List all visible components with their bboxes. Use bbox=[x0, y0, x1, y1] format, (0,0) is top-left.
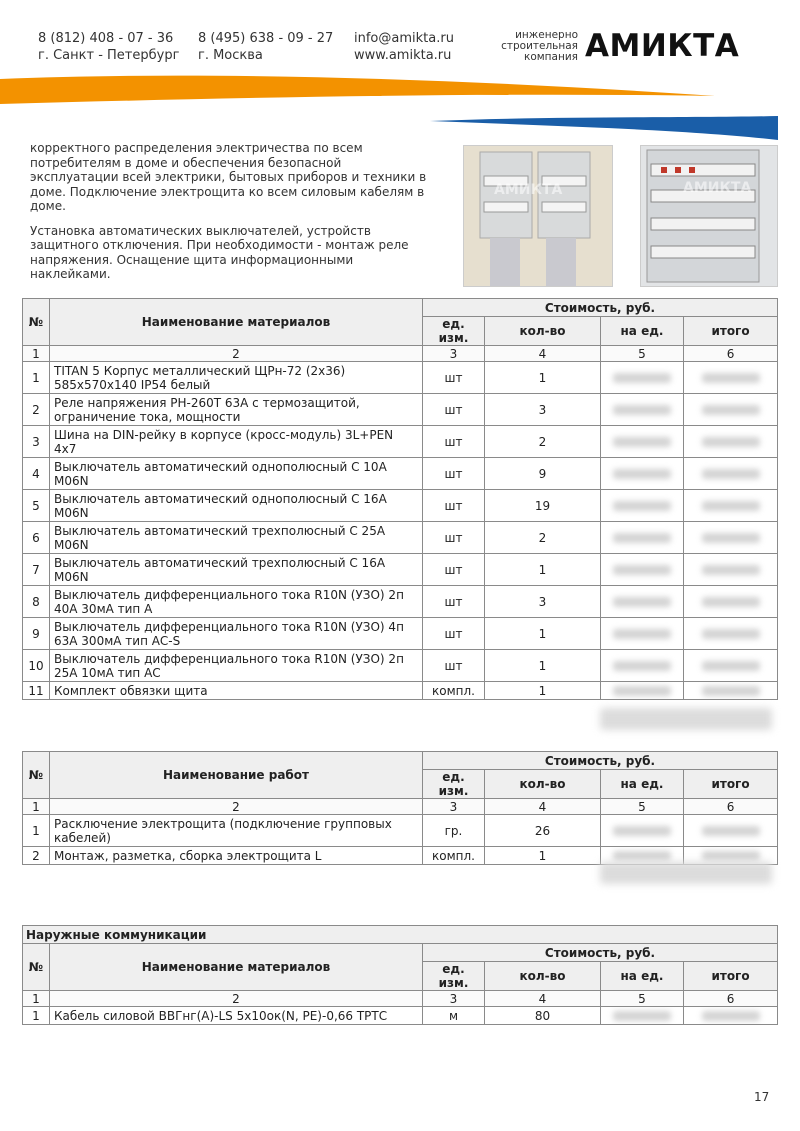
row-number: 10 bbox=[23, 650, 50, 682]
col-cost: Стоимость, руб. bbox=[423, 752, 778, 770]
column-numbers-row bbox=[23, 799, 778, 815]
company-tagline bbox=[486, 30, 578, 63]
panel-photo-drawing bbox=[641, 146, 777, 286]
row-qty: 2 bbox=[485, 522, 601, 554]
blurred-value bbox=[702, 597, 760, 607]
blurred-value bbox=[702, 373, 760, 383]
row-name: Выключатель автоматический однополюсный С 10А М06N bbox=[50, 458, 423, 490]
table-row bbox=[23, 682, 778, 700]
row-unit: компл. bbox=[423, 847, 485, 865]
tagline-line: строительная bbox=[501, 40, 578, 52]
row-price-blurred bbox=[601, 490, 684, 522]
row-total-blurred bbox=[684, 426, 778, 458]
blurred-value bbox=[613, 629, 671, 639]
column-numbers-row bbox=[23, 991, 778, 1007]
company-logo: АМИКТА bbox=[585, 28, 740, 64]
table-row bbox=[23, 426, 778, 458]
row-total-blurred bbox=[684, 394, 778, 426]
blurred-value bbox=[613, 501, 671, 511]
column-index: 1 bbox=[23, 799, 50, 815]
row-price-blurred bbox=[601, 815, 684, 847]
col-cost: Стоимость, руб. bbox=[423, 944, 778, 962]
row-qty: 26 bbox=[485, 815, 601, 847]
row-name: Выключатель дифференциального тока R10N (УЗО) 4п 63А 300мА тип АС-S bbox=[50, 618, 423, 650]
row-qty: 1 bbox=[485, 618, 601, 650]
blurred-value bbox=[613, 826, 671, 836]
column-index: 3 bbox=[423, 346, 485, 362]
blurred-subtotal bbox=[600, 862, 772, 884]
page-header bbox=[0, 0, 800, 140]
table-row bbox=[23, 618, 778, 650]
row-unit: шт bbox=[423, 522, 485, 554]
col-per-unit: на ед. bbox=[601, 770, 684, 799]
row-number: 8 bbox=[23, 586, 50, 618]
row-qty: 1 bbox=[485, 682, 601, 700]
row-total-blurred bbox=[684, 815, 778, 847]
row-price-blurred bbox=[601, 522, 684, 554]
row-total-blurred bbox=[684, 650, 778, 682]
blurred-value bbox=[702, 469, 760, 479]
blurred-value bbox=[702, 851, 760, 861]
row-number: 4 bbox=[23, 458, 50, 490]
electrical-panel-photo-2 bbox=[640, 145, 778, 287]
table-row bbox=[23, 554, 778, 586]
row-unit: м bbox=[423, 1007, 485, 1025]
blurred-value bbox=[613, 373, 671, 383]
header-swoosh bbox=[0, 60, 800, 140]
col-number: № bbox=[23, 752, 50, 799]
column-index: 2 bbox=[50, 799, 423, 815]
col-cost: Стоимость, руб. bbox=[423, 299, 778, 317]
column-index: 5 bbox=[601, 799, 684, 815]
city-msk: г. Москва bbox=[198, 48, 263, 63]
column-index: 2 bbox=[50, 991, 423, 1007]
column-index: 4 bbox=[485, 991, 601, 1007]
row-total-blurred bbox=[684, 618, 778, 650]
photo-watermark: АМИКТА bbox=[683, 180, 752, 196]
row-total-blurred bbox=[684, 362, 778, 394]
intro-text bbox=[30, 141, 430, 292]
blurred-value bbox=[613, 565, 671, 575]
column-index: 6 bbox=[684, 799, 778, 815]
blurred-value bbox=[702, 533, 760, 543]
col-per-unit: на ед. bbox=[601, 317, 684, 346]
phone-spb[interactable]: 8 (812) 408 - 07 - 36 bbox=[38, 31, 174, 46]
row-number: 3 bbox=[23, 426, 50, 458]
row-unit: гр. bbox=[423, 815, 485, 847]
table-row bbox=[23, 394, 778, 426]
col-name: Наименование работ bbox=[50, 752, 423, 799]
row-number: 2 bbox=[23, 394, 50, 426]
table-row bbox=[23, 490, 778, 522]
row-qty: 3 bbox=[485, 586, 601, 618]
blurred-value bbox=[613, 533, 671, 543]
row-number: 9 bbox=[23, 618, 50, 650]
column-index: 4 bbox=[485, 346, 601, 362]
row-unit: шт bbox=[423, 394, 485, 426]
row-qty: 9 bbox=[485, 458, 601, 490]
blurred-value bbox=[613, 437, 671, 447]
section-title: Наружные коммуникации bbox=[23, 926, 778, 944]
col-unit: ед. изм. bbox=[423, 770, 485, 799]
col-number: № bbox=[23, 299, 50, 346]
col-per-unit: на ед. bbox=[601, 962, 684, 991]
blurred-value bbox=[613, 851, 671, 861]
city-spb: г. Санкт - Петербург bbox=[38, 48, 180, 63]
row-name: Выключатель дифференциального тока R10N (УЗО) 2п 25А 10мА тип АС bbox=[50, 650, 423, 682]
col-total: итого bbox=[684, 317, 778, 346]
row-unit: шт bbox=[423, 618, 485, 650]
column-index: 3 bbox=[423, 799, 485, 815]
row-name: Выключатель автоматический однополюсный С 16А М06N bbox=[50, 490, 423, 522]
row-total-blurred bbox=[684, 586, 778, 618]
row-price-blurred bbox=[601, 394, 684, 426]
row-qty: 1 bbox=[485, 847, 601, 865]
contact-web bbox=[354, 30, 454, 64]
col-qty: кол-во bbox=[485, 962, 601, 991]
row-number: 7 bbox=[23, 554, 50, 586]
tagline-line: компания bbox=[524, 51, 578, 63]
column-index: 4 bbox=[485, 799, 601, 815]
row-name: Монтаж, разметка, сборка электрощита L bbox=[50, 847, 423, 865]
row-unit: шт bbox=[423, 554, 485, 586]
row-price-blurred bbox=[601, 426, 684, 458]
row-name: Шина на DIN-рейку в корпусе (кросс-модуль) 3L+PEN 4х7 bbox=[50, 426, 423, 458]
blurred-value bbox=[702, 501, 760, 511]
row-price-blurred bbox=[601, 650, 684, 682]
blurred-value bbox=[613, 1011, 671, 1021]
works-table bbox=[22, 751, 778, 865]
col-name: Наименование материалов bbox=[50, 944, 423, 991]
row-name: Комплект обвязки щита bbox=[50, 682, 423, 700]
row-unit: компл. bbox=[423, 682, 485, 700]
row-price-blurred bbox=[601, 362, 684, 394]
column-numbers-row bbox=[23, 346, 778, 362]
blurred-value bbox=[613, 661, 671, 671]
row-name: Реле напряжения РН-260Т 63А с термозащитой, ограничение тока, мощности bbox=[50, 394, 423, 426]
col-unit: ед. изм. bbox=[423, 962, 485, 991]
row-name: Выключатель автоматический трехполюсный С 25А М06N bbox=[50, 522, 423, 554]
row-name: Выключатель дифференциального тока R10N (УЗО) 2п 40А 30мА тип А bbox=[50, 586, 423, 618]
col-total: итого bbox=[684, 962, 778, 991]
row-qty: 19 bbox=[485, 490, 601, 522]
col-total: итого bbox=[684, 770, 778, 799]
row-number: 6 bbox=[23, 522, 50, 554]
page-number: 17 bbox=[754, 1090, 770, 1104]
row-price-blurred bbox=[601, 554, 684, 586]
col-number: № bbox=[23, 944, 50, 991]
row-number: 1 bbox=[23, 815, 50, 847]
column-index: 6 bbox=[684, 346, 778, 362]
column-index: 2 bbox=[50, 346, 423, 362]
row-price-blurred bbox=[601, 586, 684, 618]
row-unit: шт bbox=[423, 362, 485, 394]
email-link[interactable]: info@amikta.ru bbox=[354, 31, 454, 46]
row-unit: шт bbox=[423, 586, 485, 618]
row-number: 11 bbox=[23, 682, 50, 700]
row-unit: шт bbox=[423, 490, 485, 522]
table-row bbox=[23, 522, 778, 554]
column-index: 5 bbox=[601, 346, 684, 362]
blurred-subtotal bbox=[600, 708, 772, 730]
tagline-line: инженерно bbox=[515, 29, 578, 41]
row-unit: шт bbox=[423, 426, 485, 458]
column-index: 5 bbox=[601, 991, 684, 1007]
row-price-blurred bbox=[601, 458, 684, 490]
materials-table bbox=[22, 298, 778, 700]
row-price-blurred bbox=[601, 682, 684, 700]
row-number: 2 bbox=[23, 847, 50, 865]
row-total-blurred bbox=[684, 554, 778, 586]
col-qty: кол-во bbox=[485, 317, 601, 346]
contact-msk bbox=[198, 30, 333, 64]
row-qty: 2 bbox=[485, 426, 601, 458]
column-index: 1 bbox=[23, 346, 50, 362]
blurred-value bbox=[702, 661, 760, 671]
col-unit: ед. изм. bbox=[423, 317, 485, 346]
row-name: Расключение электрощита (подключение групповых кабелей) bbox=[50, 815, 423, 847]
row-unit: шт bbox=[423, 650, 485, 682]
panel-photo-drawing bbox=[464, 146, 612, 286]
external-comms-table bbox=[22, 925, 778, 1025]
column-index: 3 bbox=[423, 991, 485, 1007]
electrical-panel-photo-1 bbox=[463, 145, 613, 287]
photo-watermark: АМИКТА bbox=[494, 182, 563, 198]
intro-paragraph-1: корректного распределения электричества по всем потребителям в доме и обеспечения безопасной эксплуатации всей электрики, бытовых приборов и техники в доме. Подключение электрощита ко всем силовым кабелям в доме. bbox=[30, 141, 427, 213]
row-price-blurred bbox=[601, 618, 684, 650]
blurred-value bbox=[702, 826, 760, 836]
blurred-value bbox=[613, 597, 671, 607]
blurred-value bbox=[702, 629, 760, 639]
row-name: Выключатель автоматический трехполюсный С 16А М06N bbox=[50, 554, 423, 586]
blurred-value bbox=[702, 405, 760, 415]
column-index: 1 bbox=[23, 991, 50, 1007]
website-link[interactable]: www.amikta.ru bbox=[354, 48, 452, 63]
table-row bbox=[23, 1007, 778, 1025]
blurred-value bbox=[613, 469, 671, 479]
row-total-blurred bbox=[684, 522, 778, 554]
blurred-value bbox=[702, 1011, 760, 1021]
row-total-blurred bbox=[684, 1007, 778, 1025]
col-qty: кол-во bbox=[485, 770, 601, 799]
row-number: 5 bbox=[23, 490, 50, 522]
row-qty: 1 bbox=[485, 650, 601, 682]
table-row bbox=[23, 458, 778, 490]
blurred-value bbox=[702, 565, 760, 575]
row-total-blurred bbox=[684, 490, 778, 522]
row-qty: 1 bbox=[485, 554, 601, 586]
row-number: 1 bbox=[23, 1007, 50, 1025]
blurred-value bbox=[702, 686, 760, 696]
blurred-value bbox=[613, 686, 671, 696]
row-name: TITAN 5 Корпус металлический ЩРн-72 (2х36) 585x570x140 IP54 белый bbox=[50, 362, 423, 394]
row-qty: 3 bbox=[485, 394, 601, 426]
row-total-blurred bbox=[684, 682, 778, 700]
row-qty: 1 bbox=[485, 362, 601, 394]
row-price-blurred bbox=[601, 1007, 684, 1025]
blurred-value bbox=[613, 405, 671, 415]
phone-msk[interactable]: 8 (495) 638 - 09 - 27 bbox=[198, 31, 334, 46]
table-row bbox=[23, 362, 778, 394]
intro-paragraph-2: Установка автоматических выключателей, устройств защитного отключения. При необходимости - монтаж реле напряжения. Оснащение щита информационными наклейками. bbox=[30, 223, 409, 281]
row-number: 1 bbox=[23, 362, 50, 394]
row-qty: 80 bbox=[485, 1007, 601, 1025]
column-index: 6 bbox=[684, 991, 778, 1007]
row-name: Кабель силовой ВВГнг(А)-LS 5x10ок(N, PE)-0,66 ТРТС bbox=[50, 1007, 423, 1025]
table-row bbox=[23, 586, 778, 618]
row-total-blurred bbox=[684, 458, 778, 490]
col-name: Наименование материалов bbox=[50, 299, 423, 346]
table-row bbox=[23, 815, 778, 847]
contact-spb bbox=[38, 30, 179, 64]
row-unit: шт bbox=[423, 458, 485, 490]
blurred-value bbox=[702, 437, 760, 447]
table-row bbox=[23, 650, 778, 682]
